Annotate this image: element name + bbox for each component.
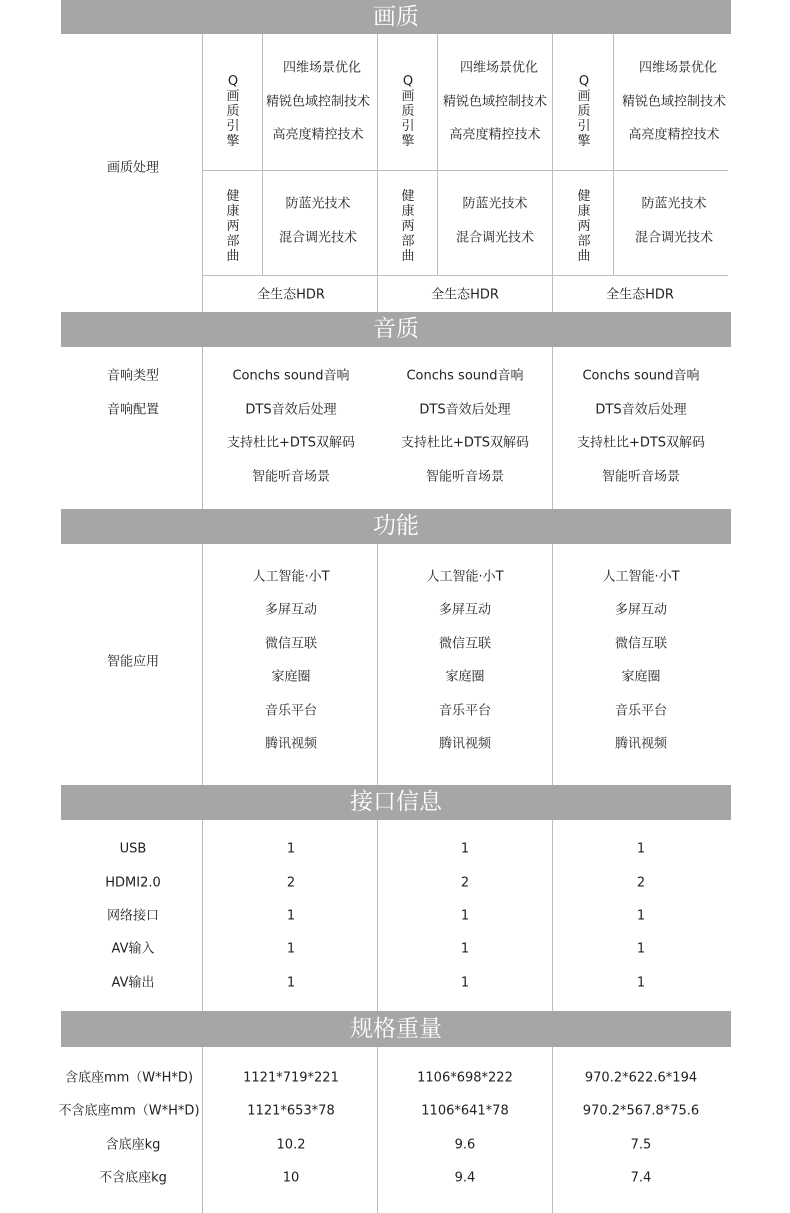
section-header-spec: 规格重量 <box>61 1011 731 1047</box>
function-item: 音乐平台 <box>264 703 318 719</box>
sound-item: 智能听音场景 <box>601 469 681 485</box>
sound-item: Conchs sound音响 <box>406 368 524 384</box>
divider <box>552 347 553 509</box>
function-item: 腾讯视频 <box>614 736 668 752</box>
row-label-av-out: AV输出 <box>111 975 155 991</box>
divider <box>613 34 614 275</box>
sound-item: DTS音效后处理 <box>595 402 687 418</box>
engine-label: Q画质引擎 <box>226 74 240 149</box>
engine-item: 高亮度精控技术 <box>628 127 720 143</box>
engine-item: 精锐色域控制技术 <box>621 94 727 110</box>
port-value: 1 <box>636 975 646 991</box>
function-item: 音乐平台 <box>614 703 668 719</box>
spec-value: 1121*719*221 <box>243 1070 339 1086</box>
section-header-ports: 接口信息 <box>61 785 731 820</box>
row-label-picture-processing: 画质处理 <box>106 160 160 176</box>
row-label-hdmi: HDMI2.0 <box>105 875 161 891</box>
port-value: 1 <box>286 841 296 857</box>
row-label-size-without-stand: 不含底座mm（W*H*D) <box>58 1103 200 1119</box>
port-value: 1 <box>460 841 470 857</box>
function-item: 腾讯视频 <box>438 736 492 752</box>
row-label-smart-apps: 智能应用 <box>106 654 160 670</box>
function-item: 微信互联 <box>264 636 318 652</box>
spec-value: 1106*698*222 <box>417 1070 513 1086</box>
port-value: 1 <box>636 841 646 857</box>
port-value: 1 <box>636 941 646 957</box>
hdr-cell: 全生态HDR <box>431 287 499 303</box>
spec-value: 10 <box>282 1170 300 1186</box>
function-item: 多屏互动 <box>264 602 318 618</box>
row-label-weight-without-stand: 不含底座kg <box>99 1170 167 1186</box>
engine-item: 高亮度精控技术 <box>272 127 364 143</box>
health-label: 健康两部曲 <box>577 189 591 264</box>
spec-value: 9.4 <box>454 1170 476 1186</box>
divider <box>552 544 553 785</box>
divider <box>202 170 728 171</box>
divider <box>202 347 203 509</box>
section-header-function: 功能 <box>61 509 731 544</box>
function-item: 人工智能·小T <box>252 569 330 585</box>
divider <box>202 820 203 1011</box>
row-label-speaker-type: 音响类型 <box>106 368 160 384</box>
engine-label: Q画质引擎 <box>401 74 415 149</box>
function-item: 微信互联 <box>438 636 492 652</box>
sound-item: Conchs sound音响 <box>232 368 350 384</box>
divider <box>202 1047 203 1213</box>
spec-value: 10.2 <box>276 1137 306 1153</box>
divider <box>202 544 203 785</box>
divider <box>552 820 553 1011</box>
health-item: 混合调光技术 <box>278 230 358 246</box>
health-item: 混合调光技术 <box>455 230 535 246</box>
section-header-sound: 音质 <box>61 312 731 347</box>
divider <box>377 820 378 1011</box>
engine-item: 精锐色域控制技术 <box>265 94 371 110</box>
port-value: 1 <box>460 941 470 957</box>
hdr-cell: 全生态HDR <box>257 287 325 303</box>
row-label-network: 网络接口 <box>106 908 160 924</box>
spec-value: 1106*641*78 <box>421 1103 509 1119</box>
divider <box>262 34 263 275</box>
divider <box>437 34 438 275</box>
sound-item: Conchs sound音响 <box>582 368 700 384</box>
port-value: 2 <box>636 875 646 891</box>
sound-item: DTS音效后处理 <box>419 402 511 418</box>
spec-value: 970.2*567.8*75.6 <box>582 1103 700 1119</box>
port-value: 1 <box>286 975 296 991</box>
function-item: 家庭圈 <box>621 669 661 685</box>
health-label: 健康两部曲 <box>401 189 415 264</box>
divider <box>377 34 378 312</box>
engine-item: 四维场景优化 <box>638 60 718 76</box>
divider <box>552 34 553 312</box>
function-item: 多屏互动 <box>438 602 492 618</box>
health-label: 健康两部曲 <box>226 189 240 264</box>
sound-item: 支持杜比+DTS双解码 <box>226 435 356 451</box>
row-label-weight-with-stand: 含底座kg <box>105 1137 161 1153</box>
function-item: 家庭圈 <box>271 669 311 685</box>
engine-item: 四维场景优化 <box>459 60 539 76</box>
function-item: 家庭圈 <box>445 669 485 685</box>
engine-item: 精锐色域控制技术 <box>442 94 548 110</box>
divider <box>202 275 728 276</box>
row-label-size-with-stand: 含底座mm（W*H*D) <box>64 1070 194 1086</box>
divider <box>552 1047 553 1213</box>
port-value: 1 <box>460 975 470 991</box>
function-item: 人工智能·小T <box>426 569 504 585</box>
engine-item: 高亮度精控技术 <box>449 127 541 143</box>
port-value: 1 <box>286 941 296 957</box>
health-item: 防蓝光技术 <box>641 196 707 212</box>
port-value: 2 <box>460 875 470 891</box>
spec-value: 1121*653*78 <box>247 1103 335 1119</box>
function-item: 音乐平台 <box>438 703 492 719</box>
port-value: 1 <box>460 908 470 924</box>
health-item: 防蓝光技术 <box>285 196 351 212</box>
row-label-speaker-config: 音响配置 <box>106 402 160 418</box>
health-item: 混合调光技术 <box>634 230 714 246</box>
engine-label: Q画质引擎 <box>577 74 591 149</box>
engine-item: 四维场景优化 <box>282 60 362 76</box>
spec-value: 7.5 <box>630 1137 652 1153</box>
spec-value: 7.4 <box>630 1170 652 1186</box>
divider <box>377 1047 378 1213</box>
sound-item: 智能听音场景 <box>425 469 505 485</box>
hdr-cell: 全生态HDR <box>606 287 674 303</box>
function-item: 人工智能·小T <box>602 569 680 585</box>
divider <box>377 544 378 785</box>
function-item: 微信互联 <box>614 636 668 652</box>
port-value: 2 <box>286 875 296 891</box>
sound-item: DTS音效后处理 <box>245 402 337 418</box>
row-label-usb: USB <box>119 841 147 857</box>
function-item: 腾讯视频 <box>264 736 318 752</box>
sound-item: 支持杜比+DTS双解码 <box>400 435 530 451</box>
section-header-picture: 画质 <box>61 0 731 34</box>
function-item: 多屏互动 <box>614 602 668 618</box>
health-item: 防蓝光技术 <box>462 196 528 212</box>
spec-value: 970.2*622.6*194 <box>584 1070 698 1086</box>
row-label-av-in: AV输入 <box>111 941 155 957</box>
sound-item: 支持杜比+DTS双解码 <box>576 435 706 451</box>
spec-value: 9.6 <box>454 1137 476 1153</box>
divider <box>202 34 203 312</box>
port-value: 1 <box>636 908 646 924</box>
sound-item: 智能听音场景 <box>251 469 331 485</box>
port-value: 1 <box>286 908 296 924</box>
